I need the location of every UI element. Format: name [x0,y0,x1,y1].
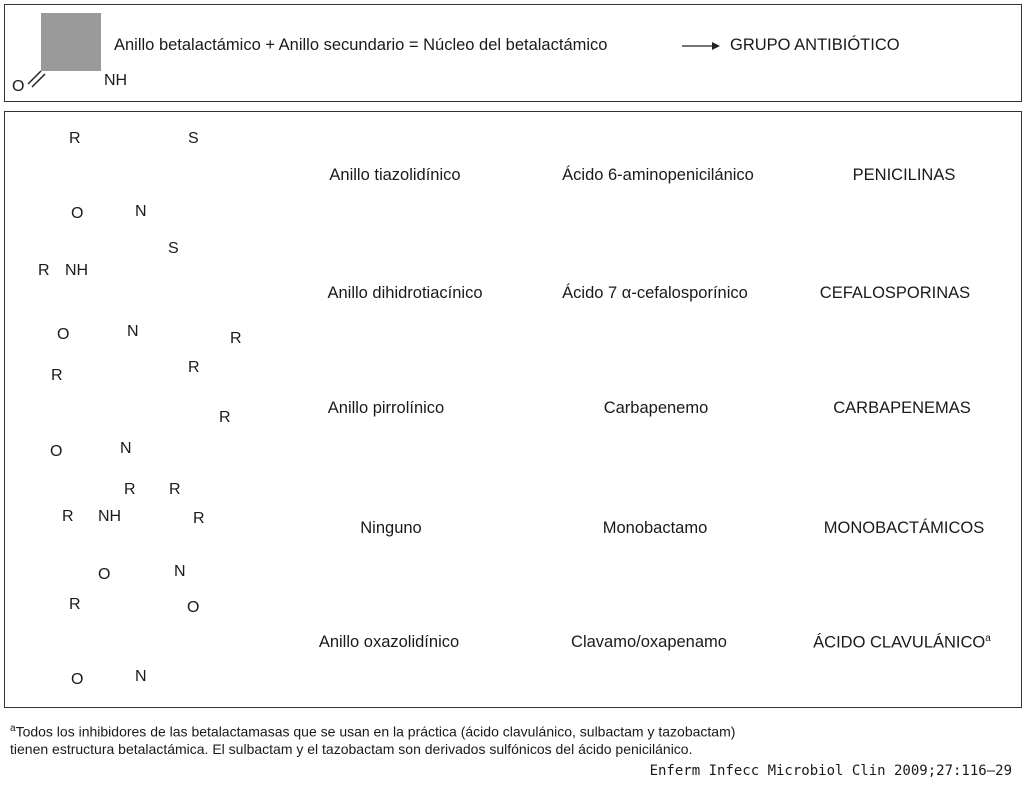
atom-label: NH [65,262,89,279]
atom-label: R [69,130,81,147]
header-nh-atom: NH [104,72,128,89]
nucleus-name: Monobactamo [602,519,708,537]
footnote-marker: a [985,633,991,644]
ring-name: Anillo pirrolínico [327,399,445,417]
header-o-atom: O [12,78,25,95]
group-name: CEFALOSPORINAS [819,284,971,302]
citation: Enferm Infecc Microbiol Clin 2009;27:116–29 [649,763,1012,779]
atom-label: O [50,443,63,460]
atom-label: S [188,130,199,147]
atom-label: R [230,330,242,347]
atom-label: N [174,563,186,580]
atom-label: R [38,262,50,279]
atom-label: S [168,240,179,257]
atom-label: N [127,323,139,340]
atom-label: O [71,205,84,222]
atom-label: O [57,326,70,343]
arrow-head-icon [712,42,720,50]
nucleus-name: Ácido 7 α-cefalosporínico [562,284,748,302]
header-result: GRUPO ANTIBIÓTICO [730,36,900,54]
nucleus-name: Carbapenemo [603,399,709,417]
atom-label: R [62,508,74,525]
ring-name: Anillo dihidrotiacínico [327,284,483,302]
atom-label: NH [98,508,122,525]
atom-label: O [187,599,200,616]
atom-label: R [69,596,81,613]
nucleus-name: Clavamo/oxapenamo [571,633,727,651]
group-name: CARBAPENEMAS [833,399,971,417]
footnote-line-1: Todos los inhibidores de las betalactamasas que se usan en la práctica (ácido clavulánico, sulbactam y tazobactam) [15,723,736,740]
ring-name: Ninguno [360,519,422,537]
footnote-marker: a [10,723,16,734]
atom-label: R [124,481,136,498]
atom-label: R [219,409,231,426]
atom-label: R [193,510,205,527]
atom-label: O [98,566,111,583]
group-name: PENICILINAS [852,166,956,184]
ring-name: Anillo tiazolidínico [329,166,461,184]
header-equation: Anillo betalactámico + Anillo secundario = Núcleo del betalactámico [114,36,608,54]
footnote-line-2: tienen estructura betalactámica. El sulbactam y el tazobactam son derivados sulfónicos del ácido penicilánico. [10,740,693,757]
group-name: MONOBACTÁMICOS [823,519,985,537]
header-beta-lactam-square [41,13,101,71]
footnote [10,720,735,758]
atom-label: R [169,481,181,498]
atom-label: R [188,359,200,376]
atom-label: N [135,668,147,685]
group-name: ÁCIDO CLAVULÁNICO$^a$ [813,633,991,652]
atom-label: N [135,203,147,220]
atom-label: R [51,367,63,384]
ring-name: Anillo oxazolidínico [318,633,460,651]
nucleus-name: Ácido 6-aminopenicilánico [562,166,754,184]
atom-label: O [71,671,84,688]
atom-label: N [120,440,132,457]
header-carbonyl-bond [28,71,41,84]
